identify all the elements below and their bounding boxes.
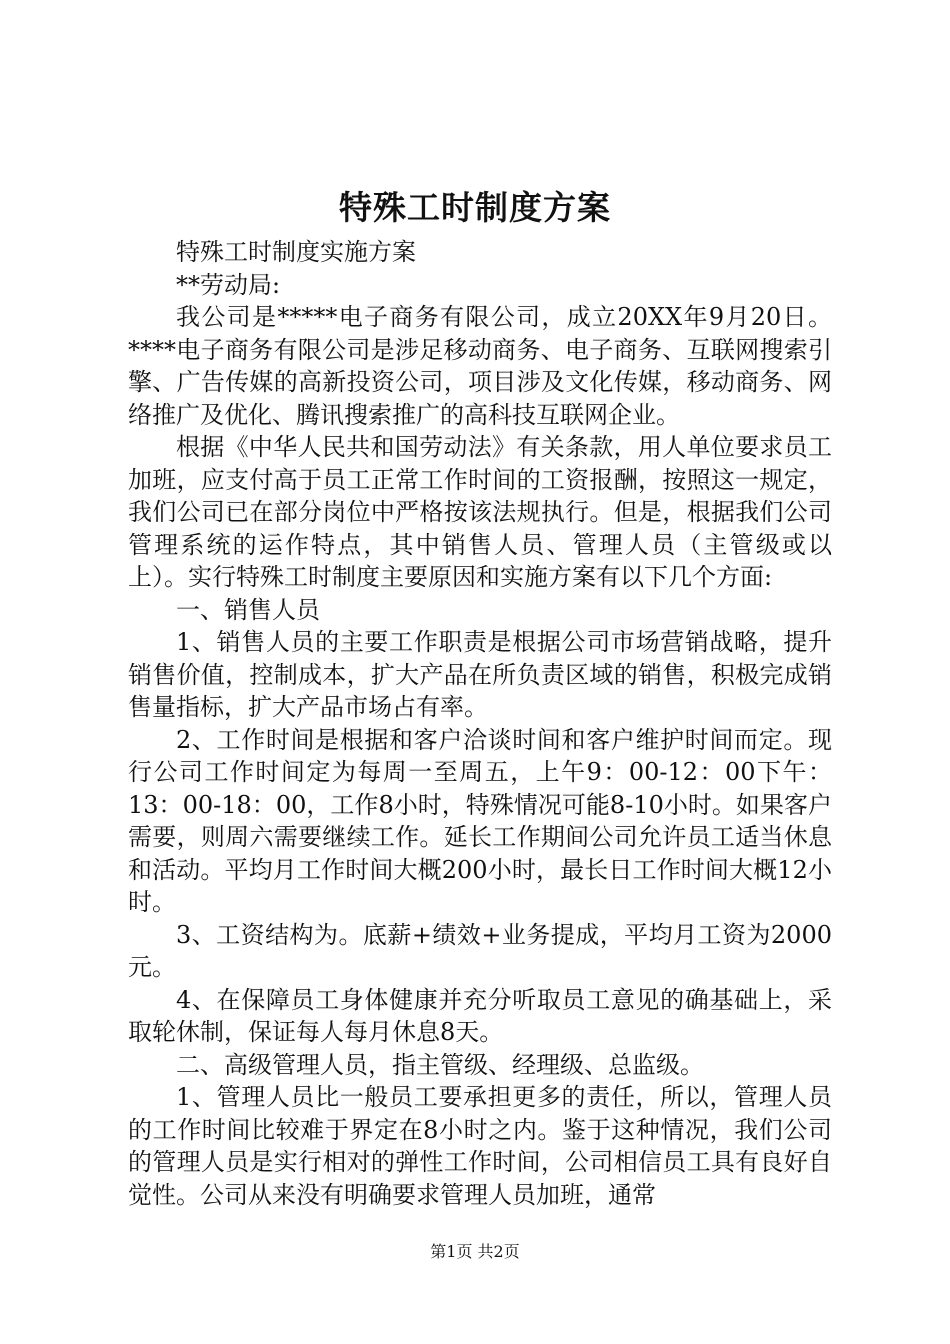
paragraph-sales-hours: 2、工作时间是根据和客户洽谈时间和客户维护时间而定。现行公司工作时间定为每周一至周五，上午9：00-12：00下午：13：00-18：00，工作8小时，特殊情况可能8-10小时。如果客户需要，则周六需要继续工作。延长工作期间公司允许员工适当休息和活动。平均月工作时间大概200小时，最长日工作时间大概12小时。 bbox=[128, 725, 832, 916]
paragraph-legal-basis: 根据《中华人民共和国劳动法》有关条款，用人单位要求员工加班，应支付高于员工正常工作时间的工资报酬，按照这一规定，我们公司已在部分岗位中严格按该法规执行。但是，根据我们公司管理系统的运作特点，其中销售人员、管理人员（主管级或以上）。实行特殊工时制度主要原因和实施方案有以下几个方面: bbox=[128, 433, 832, 591]
paragraph-addressee: **劳动局: bbox=[176, 270, 281, 299]
paragraph-sales-salary: 3、工资结构为。底薪+绩效+业务提成，平均月工资为2000元。 bbox=[128, 920, 832, 981]
section-heading-sales: 一、销售人员 bbox=[176, 595, 320, 624]
section-heading-management: 二、高级管理人员，指主管级、经理级、总监级。 bbox=[176, 1050, 704, 1079]
paragraph-company-intro: 我公司是*****电子商务有限公司，成立20XX年9月20日。****电子商务有限公司是涉足移动商务、电子商务、互联网搜索引擎、广告传媒的高新投资公司，项目涉及文化传媒，移动商务、网络推广及优化、腾讯搜索推广的高科技互联网企业。 bbox=[128, 303, 832, 429]
paragraph-management-hours: 1、管理人员比一般员工要承担更多的责任，所以，管理人员的工作时间比较难于界定在8小时之内。鉴于这种情况，我们公司的管理人员是实行相对的弹性工作时间，公司相信员工具有良好自觉性。公司从来没有明确要求管理人员加班，通常 bbox=[128, 1083, 832, 1209]
paragraph-subtitle: 特殊工时制度实施方案 bbox=[176, 238, 416, 266]
document-title: 特殊工时制度方案 bbox=[339, 188, 611, 227]
document-body bbox=[128, 236, 832, 1211]
paragraph-sales-duties: 1、销售人员的主要工作职责是根据公司市场营销战略，提升销售价值，控制成本，扩大产品在所负责区域的销售，积极完成销售量指标，扩大产品市场占有率。 bbox=[128, 628, 832, 721]
paragraph-sales-rest: 4、在保障员工身体健康并充分听取员工意见的确基础上，采取轮休制，保证每人每月休息8天。 bbox=[128, 985, 832, 1046]
page-footer: 第1页 共2页 bbox=[430, 1242, 520, 1261]
